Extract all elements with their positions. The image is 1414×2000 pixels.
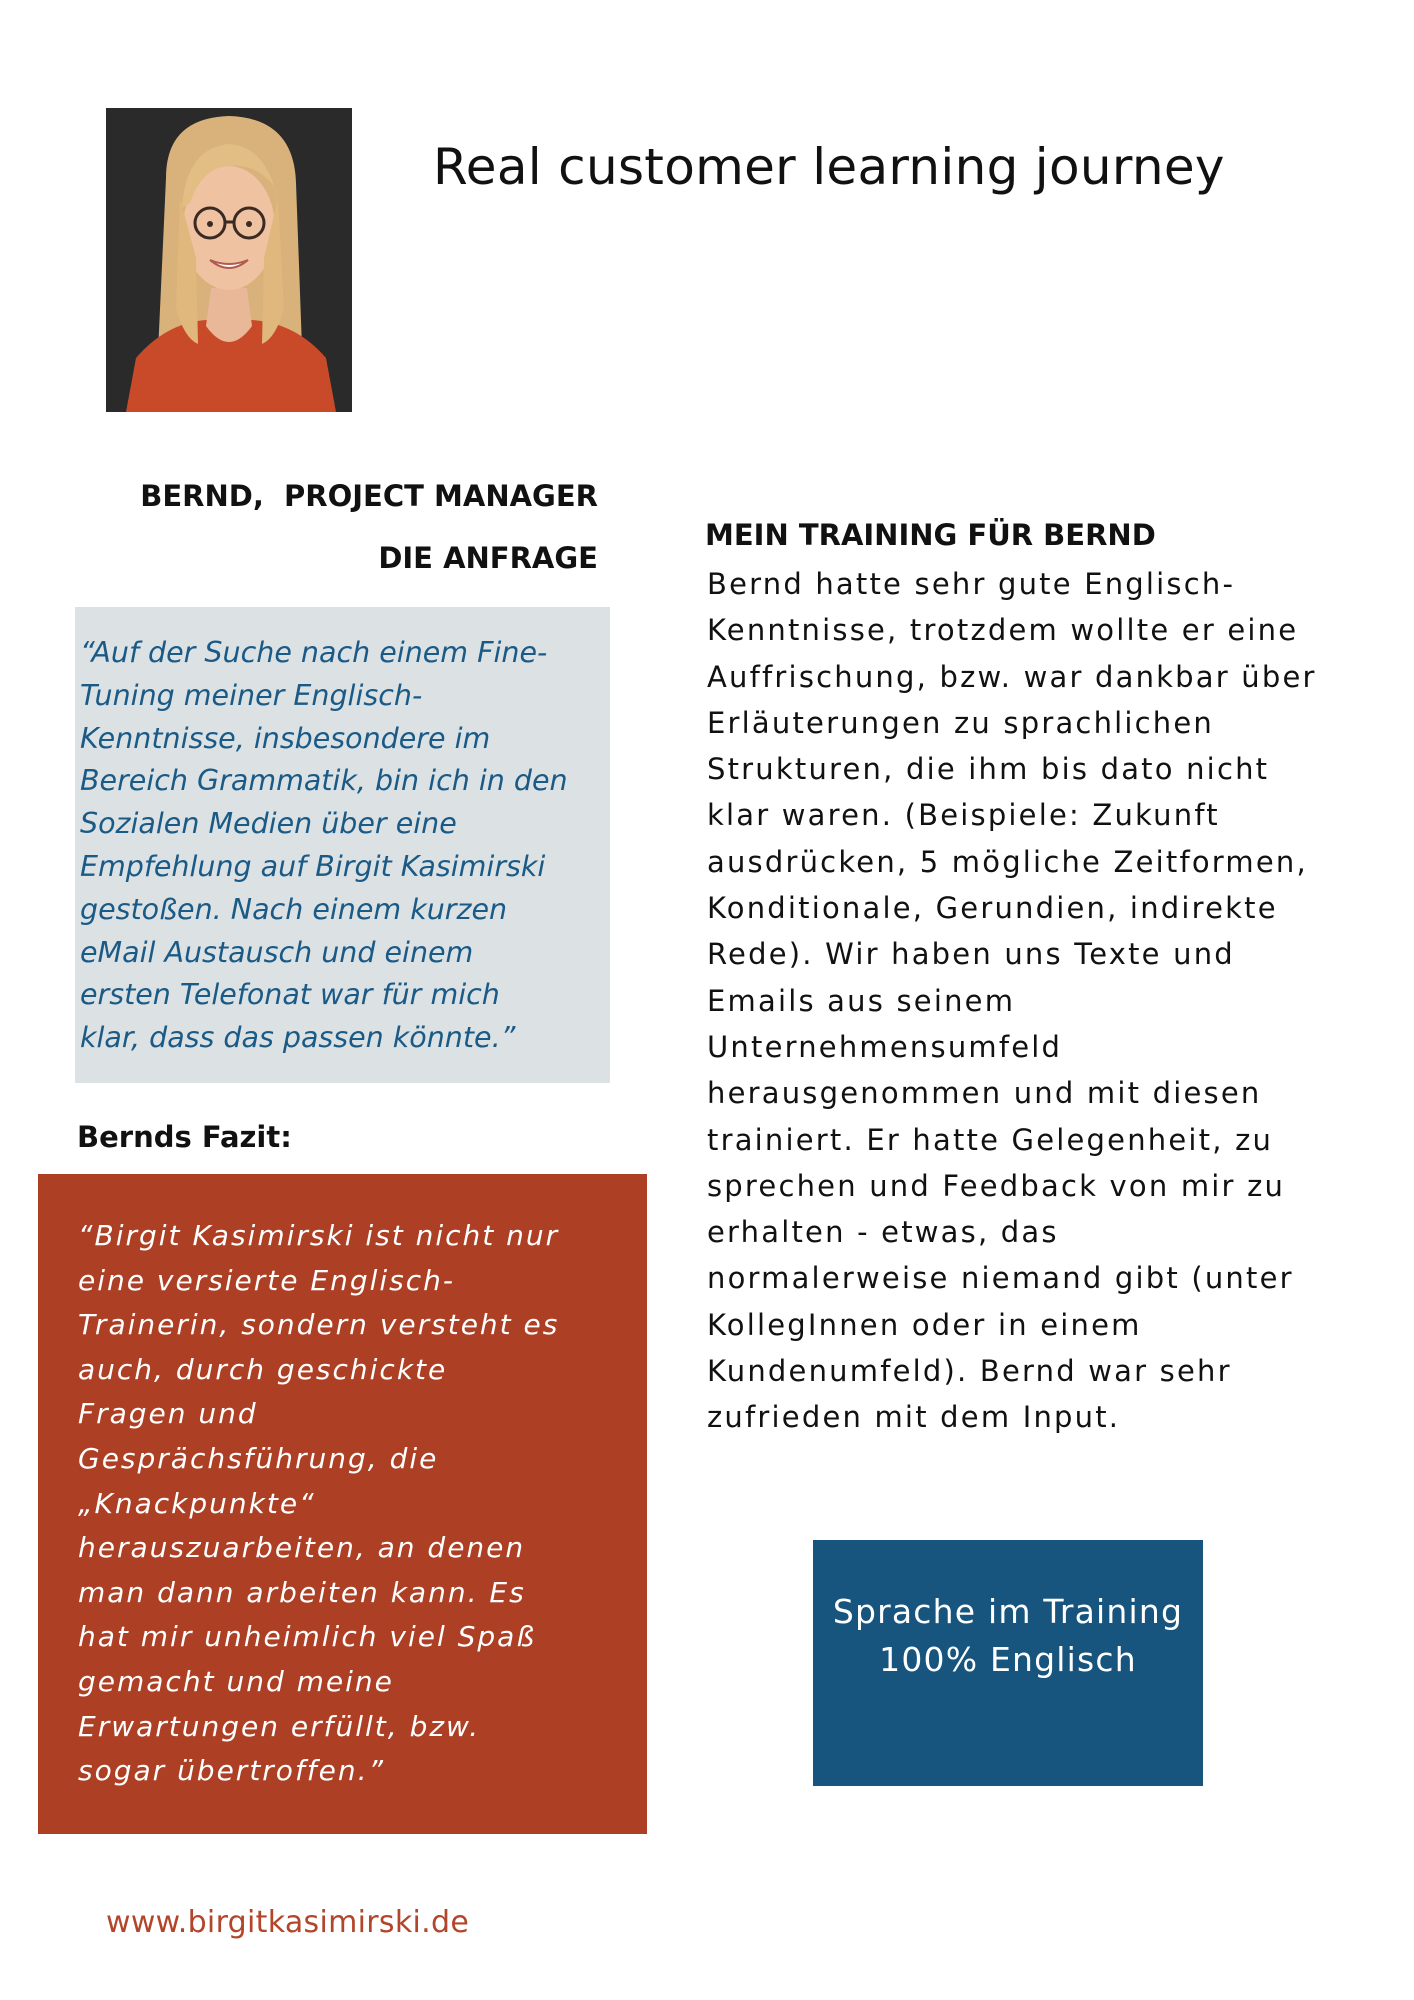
request-quote-text: “Auf der Suche nach einem Fine- Tuning meiner Englisch- Kenntnisse, insbesondere im Bereich Grammatik, bin ich in den Sozialen Medien über eine Empfehlung auf Birgit Kasimirski gestoßen. Nach einem kurzen eMail Austausch und einem ersten Telefonat war für mich klar, dass das passen könnte.” xyxy=(80,636,568,1055)
conclusion-quote-box xyxy=(38,1174,647,1834)
request-quote-box xyxy=(75,607,610,1083)
conclusion-heading: Bernds Fazit: xyxy=(77,1120,292,1154)
website-link[interactable]: www.birgitkasimirski.de xyxy=(106,1905,470,1940)
customer-name-heading: BERND, PROJECT MANAGER xyxy=(140,479,598,513)
portrait-illustration xyxy=(106,108,352,412)
training-language-value: 100% Englisch xyxy=(879,1640,1137,1679)
training-description: Bernd hatte sehr gute Englisch- Kenntnisse, trotzdem wollte er eine Auffrischung, bzw. war dankbar über Erläuterungen zu sprachlichen Strukturen, die ihm bis dato nicht klar waren. (Beispiele: Zukunft ausdrücken, 5 mögliche Zeitformen, Konditionale, Gerundien, indirekte Rede). Wir haben uns Texte und Emails aus seinem Unternehmensumfeld herausgenommen und mit diesen trainiert. Er hatte Gelegenheit, zu sprechen und Feedback von mir zu erhalten - etwas, das normalerweise niemand gibt (unter KollegInnen oder in einem Kundenumfeld). Bernd war sehr zufrieden mit dem Input. xyxy=(707,567,1317,1435)
training-heading: MEIN TRAINING FÜR BERND xyxy=(705,518,1156,552)
page-title: Real customer learning journey xyxy=(433,138,1225,196)
request-heading: DIE ANFRAGE xyxy=(378,541,598,575)
conclusion-quote-text: “Birgit Kasimirski ist nicht nur eine versierte Englisch- Trainerin, sondern versteht es auch, durch geschickte Fragen und Gesprächsführung, die „Knackpunkte“ herauszuarbeiten, an denen man dann arbeiten kann. Es hat mir unheimlich viel Spaß gemacht und meine Erwartungen erfüllt, bzw. sogar übertroffen.” xyxy=(78,1219,560,1788)
profile-photo xyxy=(106,108,352,412)
training-language-box xyxy=(813,1540,1203,1786)
training-language-label: Sprache im Training xyxy=(832,1592,1184,1631)
